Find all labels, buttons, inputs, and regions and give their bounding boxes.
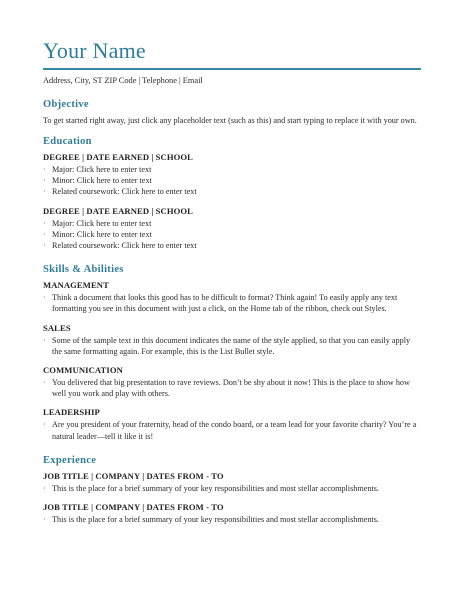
- skill-group-list: [43, 377, 421, 399]
- education-entry-list: [43, 164, 421, 198]
- skill-group-title[interactable]: COMMUNICATION: [43, 365, 123, 376]
- list-item[interactable]: · Minor: Click here to enter text: [43, 176, 152, 186]
- education-entry-title[interactable]: DEGREE | DATE EARNED | SCHOOL: [43, 152, 194, 162]
- bullet-icon: ·: [43, 165, 46, 174]
- job-title[interactable]: JOB TITLE | COMPANY | DATES FROM - TO: [43, 470, 224, 481]
- objective-text[interactable]: To get started right away, just click any placeholder text (such as this) and start typing to replace it with your own.: [43, 116, 417, 125]
- list-item[interactable]: · Are you president of your fraternity, head of the condo board, or a team lead for your favorite charity? You’re a natural leader—tell it like it is!: [43, 420, 417, 441]
- bullet-icon: ·: [43, 335, 46, 345]
- list-item[interactable]: · Major: Click here to enter text: [43, 218, 152, 228]
- contact-line[interactable]: Address, City, ST ZIP Code | Telephone | Email: [43, 76, 203, 85]
- bullet-icon: ·: [43, 483, 46, 493]
- bullet-icon: ·: [43, 420, 46, 430]
- objective-heading: Objective: [43, 99, 89, 110]
- list-item[interactable]: · Major: Click here to enter text: [43, 165, 152, 174]
- job-list: [43, 483, 421, 494]
- skill-group-list: [43, 292, 421, 314]
- bullet-icon: ·: [43, 187, 46, 197]
- list-item[interactable]: · This is the place for a brief summary of your key responsibilities and most stellar accomplishments.: [43, 515, 379, 525]
- bullet-icon: ·: [43, 241, 46, 251]
- skill-group-title[interactable]: SALES: [43, 322, 71, 333]
- skill-group-title[interactable]: MANAGEMENT: [43, 280, 109, 291]
- job-title[interactable]: JOB TITLE | COMPANY | DATES FROM - TO: [43, 502, 224, 513]
- bullet-icon: ·: [43, 218, 46, 228]
- bullet-icon: ·: [43, 515, 46, 525]
- education-heading: Education: [43, 136, 92, 147]
- job-list: [43, 514, 421, 525]
- education-entry-title[interactable]: DEGREE | DATE EARNED | SCHOOL: [43, 205, 194, 216]
- education-entry-list: [43, 218, 421, 252]
- education-section: [43, 152, 421, 251]
- experience-section: [43, 471, 421, 525]
- resume-page: [43, 38, 421, 533]
- list-item[interactable]: · This is the place for a brief summary of your key responsibilities and most stellar accomplishments.: [43, 483, 379, 493]
- skills-heading: Skills & Abilities: [43, 264, 124, 276]
- bullet-icon: ·: [43, 378, 46, 388]
- skill-group-title[interactable]: LEADERSHIP: [43, 407, 100, 418]
- experience-heading: Experience: [43, 454, 97, 466]
- skills-section: [43, 280, 421, 442]
- bullet-icon: ·: [43, 293, 46, 303]
- list-item[interactable]: · Related coursework: Click here to enter text: [43, 187, 197, 197]
- list-item[interactable]: · You delivered that big presentation to rave reviews. Don’t be shy about it now! This is the place to show how well you work and play with others.: [43, 378, 410, 399]
- resume-name[interactable]: Your Name: [43, 38, 146, 63]
- skill-group-list: [43, 419, 421, 441]
- bullet-icon: ·: [43, 229, 46, 239]
- list-item[interactable]: · Related coursework: Click here to enter text: [43, 241, 197, 251]
- list-item[interactable]: · Some of the sample text in this document indicates the name of the style applied, so that you can easily apply the same formatting again. For example, this is the List Bullet style.: [43, 335, 411, 356]
- list-item[interactable]: · Minor: Click here to enter text: [43, 229, 152, 239]
- bullet-icon: ·: [43, 176, 46, 186]
- skill-group-list: [43, 335, 421, 357]
- header-divider: [43, 68, 421, 70]
- list-item[interactable]: · Think a document that looks this good has to be difficult to format? Think again! To easily apply any text formatting you see in this document with just a click, on the Home tab of the ribbon, check out Styles.: [43, 293, 398, 314]
